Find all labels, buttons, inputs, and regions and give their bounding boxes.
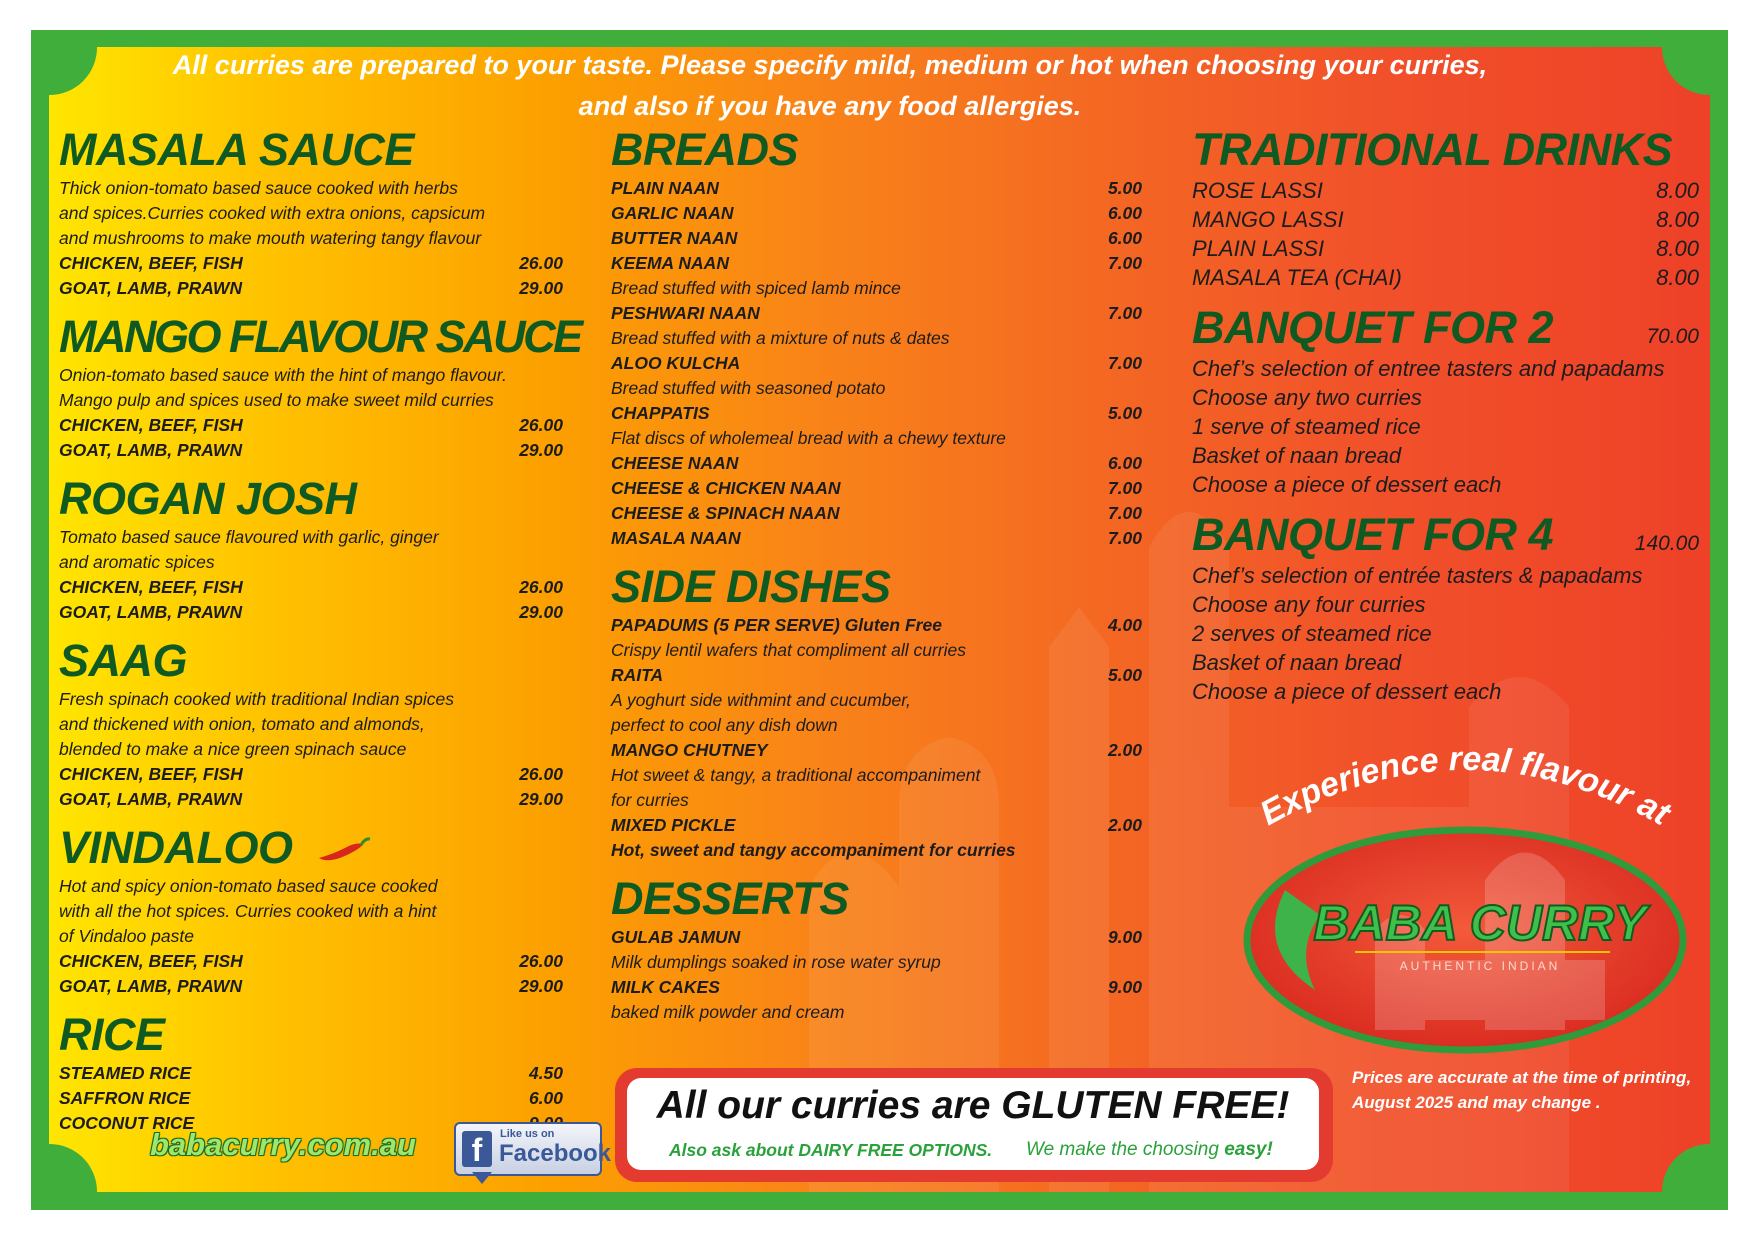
banquet-2-header: BANQUET FOR 2 70.00 bbox=[1192, 302, 1699, 353]
section-desc: Thick onion-tomato based sauce cooked with herbs and spices.Curries cooked with extra onions, capsicum and mushrooms to make mouth watering tangy flavour bbox=[59, 178, 486, 248]
menu-item: MANGO CHUTNEY 2.00 bbox=[611, 740, 1142, 760]
baba-curry-logo bbox=[1225, 730, 1705, 1060]
section-title: ROGAN JOSH bbox=[59, 473, 357, 524]
menu-item: MIXED PICKLE 2.00 bbox=[611, 815, 1142, 835]
menu-item: PESHWARI NAAN 7.00 bbox=[611, 303, 1142, 323]
menu-item: SAFFRON RICE 6.00 bbox=[59, 1088, 563, 1108]
menu-item: GOAT, LAMB, PRAWN 29.00 bbox=[59, 440, 563, 460]
item-note: Hot sweet & tangy, a traditional accompaniment bbox=[611, 765, 981, 785]
menu-item: GULAB JAMUN 9.00 bbox=[611, 927, 1142, 947]
menu-item: PLAIN LASSI 8.00 bbox=[1192, 236, 1699, 261]
menu-item: ROSE LASSI 8.00 bbox=[1192, 178, 1699, 203]
choosing-easy-text: We make the choosing easy! bbox=[1026, 1139, 1273, 1160]
menu-item: CHICKEN, BEEF, FISH 26.00 bbox=[59, 253, 563, 273]
menu-item: BUTTER NAAN 6.00 bbox=[611, 228, 1142, 248]
section-desc: Tomato based sauce flavoured with garlic, ginger and aromatic spices bbox=[59, 527, 439, 572]
facebook-like-text: Like us on bbox=[500, 1128, 555, 1140]
breads-list bbox=[611, 176, 1142, 551]
section-title: BREADS bbox=[611, 124, 799, 175]
curries-column bbox=[59, 124, 581, 1136]
menu-item: CHICKEN, BEEF, FISH 26.00 bbox=[59, 577, 563, 597]
section-title: DESSERTS bbox=[611, 873, 849, 924]
menu-item: CHEESE NAAN 6.00 bbox=[611, 453, 1142, 473]
menu-item: COCONUT RICE bbox=[59, 1113, 195, 1133]
item-note: A yoghurt side withmint and cucumber, bbox=[611, 690, 911, 710]
logo-subtitle: AUTHENTIC INDIAN bbox=[1399, 959, 1561, 973]
item-note: perfect to cool any dish down bbox=[611, 715, 838, 735]
section-title: TRADITIONAL DRINKS bbox=[1192, 124, 1673, 175]
website-link[interactable]: babacurry.com.au bbox=[150, 1127, 416, 1162]
section-title: SIDE DISHES bbox=[611, 561, 891, 612]
menu-item: STEAMED RICE 4.50 bbox=[59, 1063, 563, 1083]
section-desc: Fresh spinach cooked with traditional Indian spices and thickened with onion, tomato and almonds, blended to make a nice green spinach sauce bbox=[59, 689, 454, 759]
menu-item: MANGO LASSI 8.00 bbox=[1192, 207, 1699, 232]
facebook-icon: f bbox=[462, 1131, 492, 1167]
gluten-free-banner bbox=[615, 1068, 1333, 1182]
menu-item: KEEMA NAAN 7.00 bbox=[611, 253, 1142, 273]
drinks-banquets-column bbox=[1192, 124, 1699, 706]
menu-item: ALOO KULCHA 7.00 bbox=[611, 353, 1142, 373]
intro-line-2: and also if you have any food allergies. bbox=[578, 91, 1082, 121]
item-note: for curries bbox=[611, 790, 689, 810]
facebook-button[interactable] bbox=[454, 1122, 612, 1184]
logo-tagline: Experience real flavour at bbox=[1253, 739, 1677, 834]
facebook-word: Facebook bbox=[499, 1140, 612, 1167]
menu-item: PAPADUMS (5 PER SERVE) Gluten Free 4.00 bbox=[611, 615, 1142, 635]
banquet-4-desc: Chef’s selection of entrée tasters & papadams Choose any four curries 2 serves of steamed rice Basket of naan bread Choose a piece of dessert each bbox=[1192, 563, 1643, 704]
section-title: SAAG bbox=[59, 635, 188, 686]
menu-item: CHICKEN, BEEF, FISH 26.00 bbox=[59, 415, 563, 435]
chili-icon bbox=[315, 836, 371, 866]
menu-item: CHEESE & SPINACH NAAN 7.00 bbox=[611, 503, 1142, 523]
menu-item: CHEESE & CHICKEN NAAN 7.00 bbox=[611, 478, 1142, 498]
menu-item: CHICKEN, BEEF, FISH 26.00 bbox=[59, 951, 563, 971]
logo-name: BABA CURRY bbox=[1313, 895, 1647, 951]
section-title-vindaloo: VINDALOO bbox=[59, 822, 563, 874]
section-desc: Onion-tomato based sauce with the hint of mango flavour. Mango pulp and spices used to make sweet mild curries bbox=[59, 365, 507, 410]
item-note: Flat discs of wholemeal bread with a chewy texture bbox=[611, 428, 1006, 448]
menu-item: CHAPPATIS 5.00 bbox=[611, 403, 1142, 423]
item-note: Bread stuffed with spiced lamb mince bbox=[611, 278, 901, 298]
section-desc: Hot and spicy onion-tomato based sauce cooked with all the hot spices. Curries cooked with a hint of Vindaloo paste bbox=[59, 876, 438, 946]
menu-item: GOAT, LAMB, PRAWN 29.00 bbox=[59, 789, 563, 809]
menu-item: MASALA TEA (CHAI) 8.00 bbox=[1192, 265, 1699, 290]
item-note: baked milk powder and cream bbox=[611, 1002, 845, 1022]
dairy-free-text: Also ask about DAIRY FREE OPTIONS. bbox=[669, 1140, 993, 1160]
menu-item: GOAT, LAMB, PRAWN 29.00 bbox=[59, 976, 563, 996]
item-note: Bread stuffed with a mixture of nuts & dates bbox=[611, 328, 950, 348]
menu-item: GOAT, LAMB, PRAWN 29.00 bbox=[59, 278, 563, 298]
gluten-free-text: All our curries are GLUTEN FREE! bbox=[656, 1084, 1290, 1127]
menu-item: PLAIN NAAN 5.00 bbox=[611, 178, 1142, 198]
banquet-2-desc: Chef’s selection of entree tasters and papadams Choose any two curries 1 serve of steamed rice Basket of naan bread Choose a piece of dessert each bbox=[1192, 356, 1665, 497]
item-note: Bread stuffed with seasoned potato bbox=[611, 378, 886, 398]
menu-item: Hot, sweet and tangy accompaniment for curries bbox=[611, 840, 1016, 860]
section-title: MANGO FLAVOUR SAUCE bbox=[59, 311, 581, 362]
breads-sides-column bbox=[611, 124, 1142, 1025]
price-note: Prices are accurate at the time of printing, August 2025 and may change . bbox=[1352, 1068, 1692, 1112]
menu-item: GOAT, LAMB, PRAWN 29.00 bbox=[59, 602, 563, 622]
section-title: RICE bbox=[59, 1009, 165, 1060]
section-title: MASALA SAUCE bbox=[59, 124, 414, 175]
item-note: Crispy lentil wafers that compliment all curries bbox=[611, 640, 966, 660]
menu-item: MASALA NAAN 7.00 bbox=[611, 528, 1142, 548]
menu-item: GARLIC NAAN 6.00 bbox=[611, 203, 1142, 223]
banquet-4-header: BANQUET FOR 4 140.00 bbox=[1192, 509, 1699, 560]
sides-list bbox=[611, 613, 1142, 863]
menu-item: CHICKEN, BEEF, FISH 26.00 bbox=[59, 764, 563, 784]
desserts-list bbox=[611, 925, 1142, 1025]
intro-line-1: All curries are prepared to your taste. Please specify mild, medium or hot when choosing your curries, bbox=[172, 50, 1488, 80]
menu-item: MILK CAKES 9.00 bbox=[611, 977, 1142, 997]
menu-item: RAITA 5.00 bbox=[611, 665, 1142, 685]
item-note: Milk dumplings soaked in rose water syrup bbox=[611, 952, 941, 972]
